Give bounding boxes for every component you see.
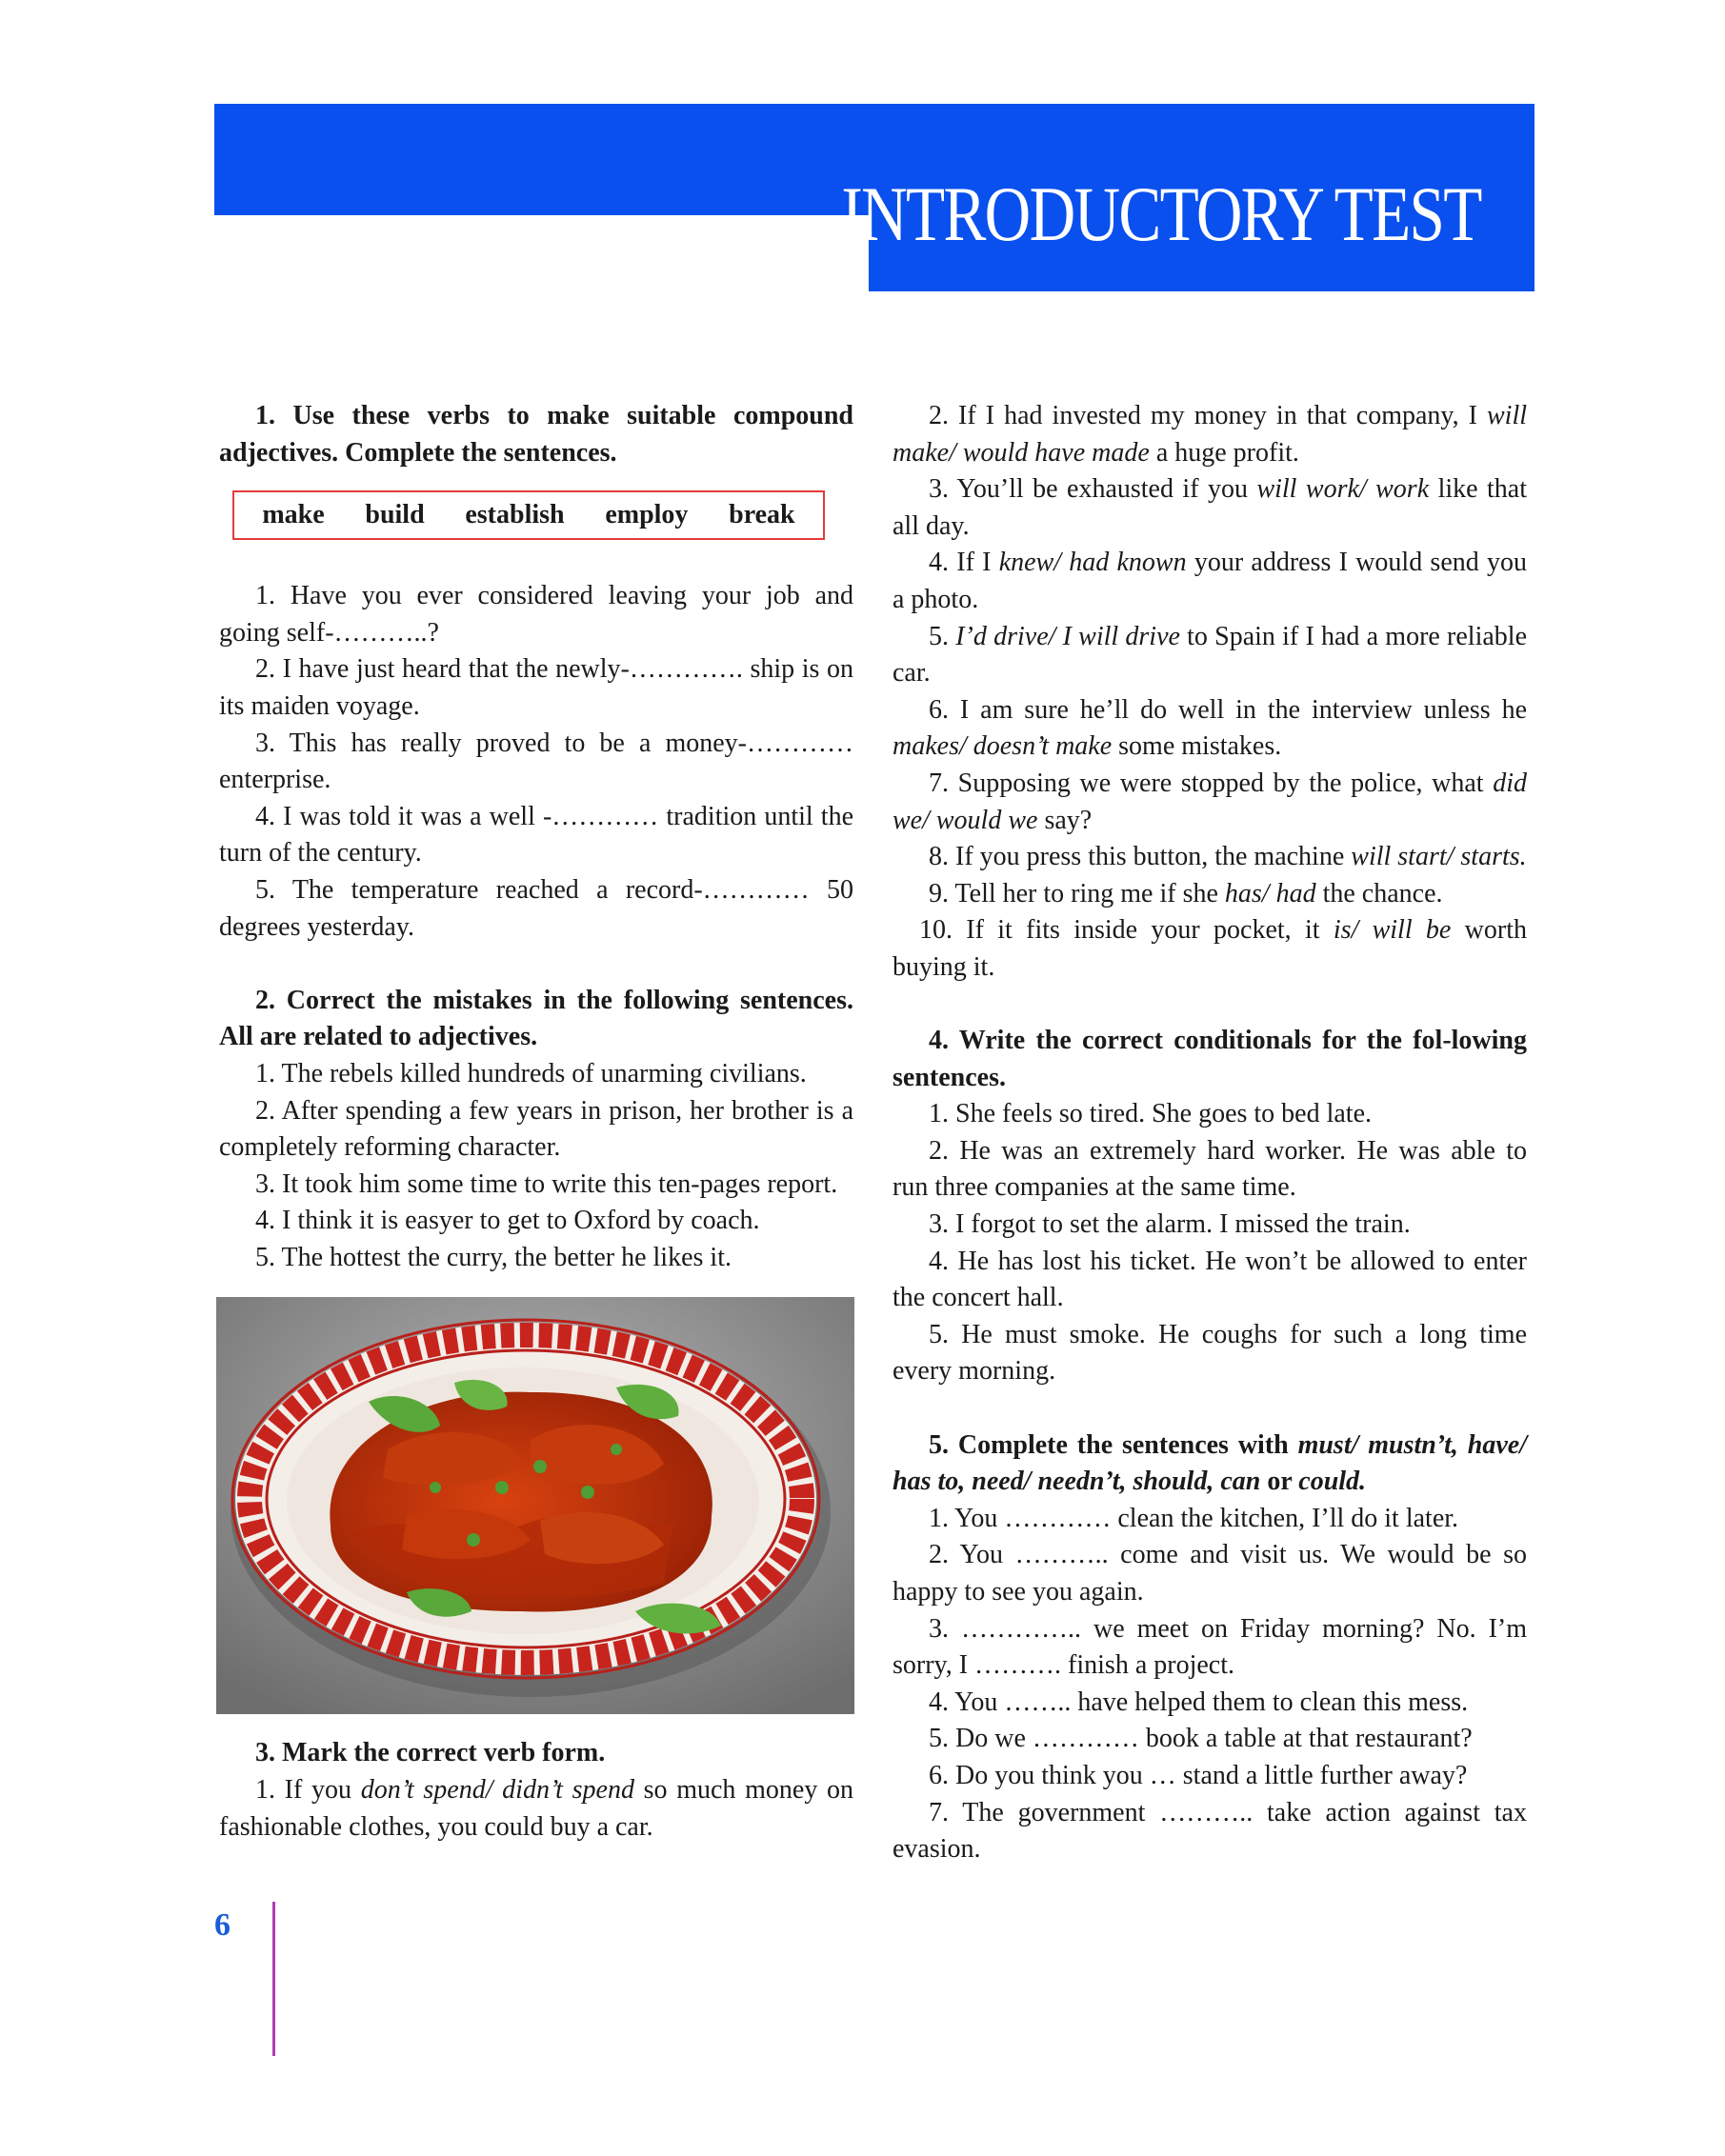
ex4-item: 3. I forgot to set the alarm. I missed the train. [929,1209,1411,1240]
ex1-item: 2. I have just heard that the newly-…………. ship is on its maiden voyage. [219,654,853,721]
ex1-item: 4. I was told it was a well -………… tradition until the turn of the century. [219,801,853,868]
header-title-block [841,170,1534,291]
ex5-item: 2. You ……….. come and visit us. We would be so happy to see you again. [893,1540,1527,1607]
page-number: 6 [214,1907,231,1943]
ex4-item: 1. She feels so tired. She goes to bed late. [929,1099,1373,1129]
verb-break: break [729,499,795,529]
food-photo [216,1297,854,1714]
exercise-5-heading: 5. Complete the sentences with must/ mustn’t, have/ has to, need/ needn’t, should, can or could. [893,1429,1527,1497]
ex5-item: 6. Do you think you … stand a little further away? [929,1760,1468,1790]
ex4-item: 5. He must smoke. He coughs for such a long time every morning. [893,1319,1527,1387]
ex1-item: 1. Have you ever considered leaving your job and going self-………..? [219,581,853,648]
ex2-item: 5. The hottest the curry, the better he likes it. [255,1242,732,1272]
verb-box [232,490,825,540]
ex1-item: 3. This has really proved to be a money-………… enterprise. [219,728,853,795]
ex3-item: 10. If it fits inside your pocket, it is/ will be worth buying it. [893,915,1527,982]
ex3-item: 2. If I had invested my money in that company, I will make/ would have made a huge profit. [893,401,1527,468]
ex3-item: 9. Tell her to ring me if she has/ had the chance. [929,878,1443,908]
ex4-item: 2. He was an extremely hard worker. He was able to run three companies at the same time. [893,1135,1527,1203]
ex3-item: 6. I am sure he’ll do well in the interview unless he makes/ doesn’t make some mistakes. [893,694,1527,762]
ex5-item: 3. ………….. we meet on Friday morning? No. I’m sorry, I ………. finish a project. [893,1613,1527,1681]
verb-establish: establish [465,499,565,529]
page-margin-rule [272,1902,275,2056]
left-column [219,398,853,1846]
ex2-item: 4. I think it is easyer to get to Oxford by coach. [255,1206,760,1236]
ex3-item: 1. If you don’t spend/ didn’t spend so much money on fashionable clothes, you could buy a car. [219,1775,854,1842]
exercise-2-heading: 2. Correct the mistakes in the following sentences. All are related to adjectives. [219,985,853,1052]
ex5-item: 5. Do we ………… book a table at that restaurant? [929,1724,1473,1754]
ex3-item: 4. If I knew/ had known your address I would send you a photo. [893,548,1527,614]
ex2-item: 1. The rebels killed hundreds of unarming civilians. [255,1058,807,1088]
ex3-item: 7. Supposing we were stopped by the police, what did we/ would we say? [893,768,1527,835]
page-title: INTRODUCTORY TEST [841,170,1481,257]
right-column [893,398,1527,1868]
ex2-item: 3. It took him some time to write this ten-pages report. [255,1168,838,1199]
exercise-4-heading: 4. Write the correct conditionals for the fol-lowing sentences. [893,1026,1527,1092]
ex3-item: 8. If you press this button, the machine will start/ starts. [929,842,1527,872]
ex5-item: 7. The government ……….. take action against tax evasion. [893,1797,1527,1865]
exercise-3-heading: 3. Mark the correct verb form. [255,1738,606,1768]
ex3-item: 3. You’ll be exhausted if you will work/ work like that all day. [893,474,1527,541]
verb-make: make [262,499,325,529]
ex4-item: 4. He has lost his ticket. He won’t be allowed to enter the concert hall. [893,1246,1527,1313]
verb-employ: employ [605,499,689,529]
ex1-item: 5. The temperature reached a record-………… 50 degrees yesterday. [219,874,853,942]
verb-build: build [365,499,425,529]
ex5-item: 1. You ………… clean the kitchen, I’ll do it later. [929,1503,1459,1533]
exercise-1-heading: 1. Use these verbs to make suitable compound adjectives. Complete the sentences. [219,401,853,468]
ex3-item: 5. I’d drive/ I will drive to Spain if I had a more reliable car. [893,621,1527,689]
ex5-item: 4. You …….. have helped them to clean this mess. [929,1687,1469,1717]
ex2-item: 2. After spending a few years in prison, her brother is a completely reforming character. [219,1095,853,1163]
